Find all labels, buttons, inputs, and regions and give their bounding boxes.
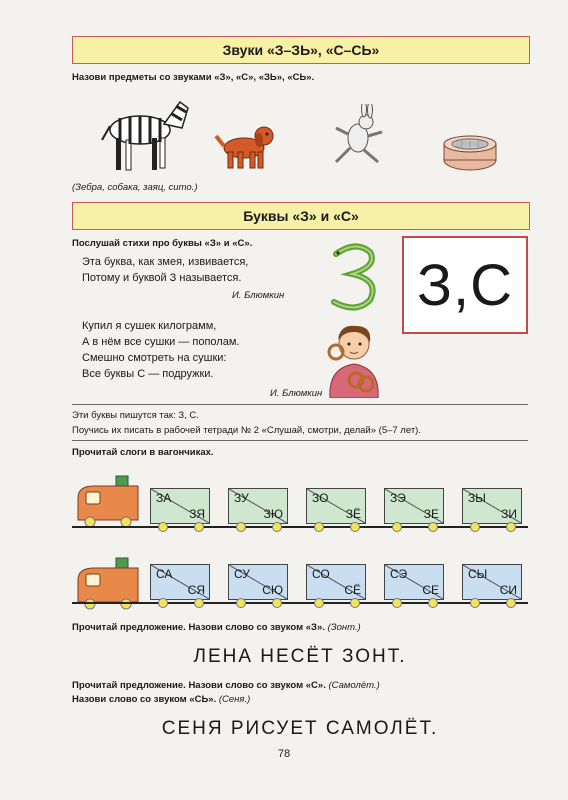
instruction-listen-poems: Послушай стихи про буквы «З» и «С». — [72, 238, 253, 249]
pictures-caption: (Зебра, собака, заяц, сито.) — [72, 182, 198, 193]
train-track-1 — [72, 526, 528, 528]
wheel — [236, 598, 246, 608]
train1-car-3 — [306, 488, 366, 524]
workbook-practice-line: Поучись их писать в рабочей тетради № 2 «Слушай, смотри, делай» (5–7 лет). — [72, 425, 421, 436]
instruction-sentence-z-answer: (Зонт.) — [327, 622, 361, 633]
wheel — [428, 522, 438, 532]
instruction-sentence-ss-answer: (Сеня.) — [218, 694, 251, 705]
instruction-sentence-ss — [72, 694, 250, 705]
wheel — [470, 598, 480, 608]
instruction-sentence-s-answer: (Самолёт.) — [328, 680, 380, 691]
train2-car-4 — [384, 564, 444, 600]
train1-car-3-top: ЗО — [312, 491, 329, 505]
wheel — [428, 598, 438, 608]
divider-2 — [72, 440, 528, 441]
wheel — [236, 522, 246, 532]
poem-second-line-2: А в нём все сушки — пополам. — [82, 336, 240, 348]
letters-display-box — [402, 236, 528, 334]
instruction-sentence-s — [72, 680, 380, 691]
page-number: 78 — [277, 748, 291, 760]
instruction-sentence-z-text: Прочитай предложение. Назови слово со звуком «З». — [72, 622, 325, 633]
boy-with-bagels-picture — [316, 318, 392, 398]
section-header-sounds — [72, 36, 530, 64]
divider-1 — [72, 404, 528, 405]
sentence-lena: ЛЕНА НЕСЁТ ЗОНТ. — [193, 646, 407, 667]
train1-car-1 — [150, 488, 210, 524]
wheel — [314, 522, 324, 532]
train2-car-5 — [462, 564, 522, 600]
train2-car-1-top: СА — [156, 567, 173, 581]
train2-car-4-top: СЭ — [390, 567, 408, 581]
train1-car-5-top: ЗЫ — [468, 491, 486, 505]
wheel — [158, 598, 168, 608]
wheel — [392, 522, 402, 532]
train2-car-2-top: СУ — [234, 567, 250, 581]
snake-letter-z-picture — [326, 240, 382, 314]
wheel — [350, 522, 360, 532]
train1-car-2-top: ЗУ — [234, 491, 249, 505]
train1-car-1-top: ЗА — [156, 491, 172, 505]
instruction-name-objects: Назови предметы со звуками «З», «С», «ЗЬ», «СЬ». — [72, 72, 315, 83]
train2-car-2-bottom: СЮ — [262, 583, 283, 597]
dog-picture — [214, 118, 278, 174]
wheel — [392, 598, 402, 608]
zebra-picture — [96, 94, 191, 176]
instruction-sentence-z — [72, 622, 361, 633]
wheel — [470, 522, 480, 532]
train1-car-4 — [384, 488, 444, 524]
sieve-picture — [440, 134, 500, 174]
poem-first-line-1: Эта буква, как змея, извивается, — [82, 256, 249, 268]
train1-car-4-top: ЗЭ — [390, 491, 406, 505]
train1-car-2 — [228, 488, 288, 524]
train2-car-1 — [150, 564, 210, 600]
wheel — [506, 598, 516, 608]
train1-car-3-bottom: ЗЁ — [345, 507, 361, 521]
instruction-sentence-ss-text: Назови слово со звуком «СЬ». — [72, 694, 217, 705]
wheel — [194, 522, 204, 532]
poem-first-line-2: Потому и буквой З называется. — [82, 272, 242, 284]
poem-first — [82, 254, 248, 286]
section-header-letters-text: Буквы «З» и «С» — [243, 208, 359, 224]
wheel — [272, 522, 282, 532]
train1-car-5 — [462, 488, 522, 524]
train1-car-5-bottom: ЗИ — [501, 507, 517, 521]
section-header-sounds-text: Звуки «З–ЗЬ», «С–СЬ» — [222, 42, 380, 58]
train2-car-3-bottom: СЁ — [344, 583, 361, 597]
train2-car-1-bottom: СЯ — [187, 583, 205, 597]
poem-second-author: И. Блюмкин — [270, 388, 323, 399]
poem-second-line-1: Купил я сушек килограмм, — [82, 320, 217, 332]
train2-car-5-bottom: СИ — [499, 583, 517, 597]
train1-car-4-bottom: ЗЕ — [423, 507, 439, 521]
train1-car-1-bottom: ЗЯ — [189, 507, 205, 521]
poem-first-author: И. Блюмкин — [232, 290, 285, 301]
sentence-senya: СЕНЯ РИСУЕТ САМОЛЁТ. — [161, 718, 439, 739]
train2-car-4-bottom: СЕ — [422, 583, 439, 597]
wheel — [506, 522, 516, 532]
instruction-read-syllables: Прочитай слоги в вагончиках. — [72, 447, 214, 458]
letters-written-line: Эти буквы пишутся так: З, С. — [72, 410, 199, 421]
wheel — [272, 598, 282, 608]
train1-car-2-bottom: ЗЮ — [263, 507, 283, 521]
wheel — [314, 598, 324, 608]
poem-second-line-3: Смешно смотреть на сушки: — [82, 352, 227, 364]
wheel — [350, 598, 360, 608]
section-header-letters — [72, 202, 530, 230]
wheel — [194, 598, 204, 608]
wheel — [158, 522, 168, 532]
letters-display-text: З,С — [416, 252, 514, 318]
instruction-sentence-s-text: Прочитай предложение. Назови слово со звуком «С». — [72, 680, 326, 691]
poem-second — [82, 318, 239, 382]
train2-car-5-top: СЫ — [468, 567, 488, 581]
train2-car-3 — [306, 564, 366, 600]
poem-second-line-4: Все буквы С — подружки. — [82, 368, 214, 380]
hare-picture — [330, 104, 386, 166]
train-engine-1 — [76, 474, 142, 530]
train2-car-2 — [228, 564, 288, 600]
train2-car-3-top: СО — [312, 567, 330, 581]
train-track-2 — [72, 602, 528, 604]
